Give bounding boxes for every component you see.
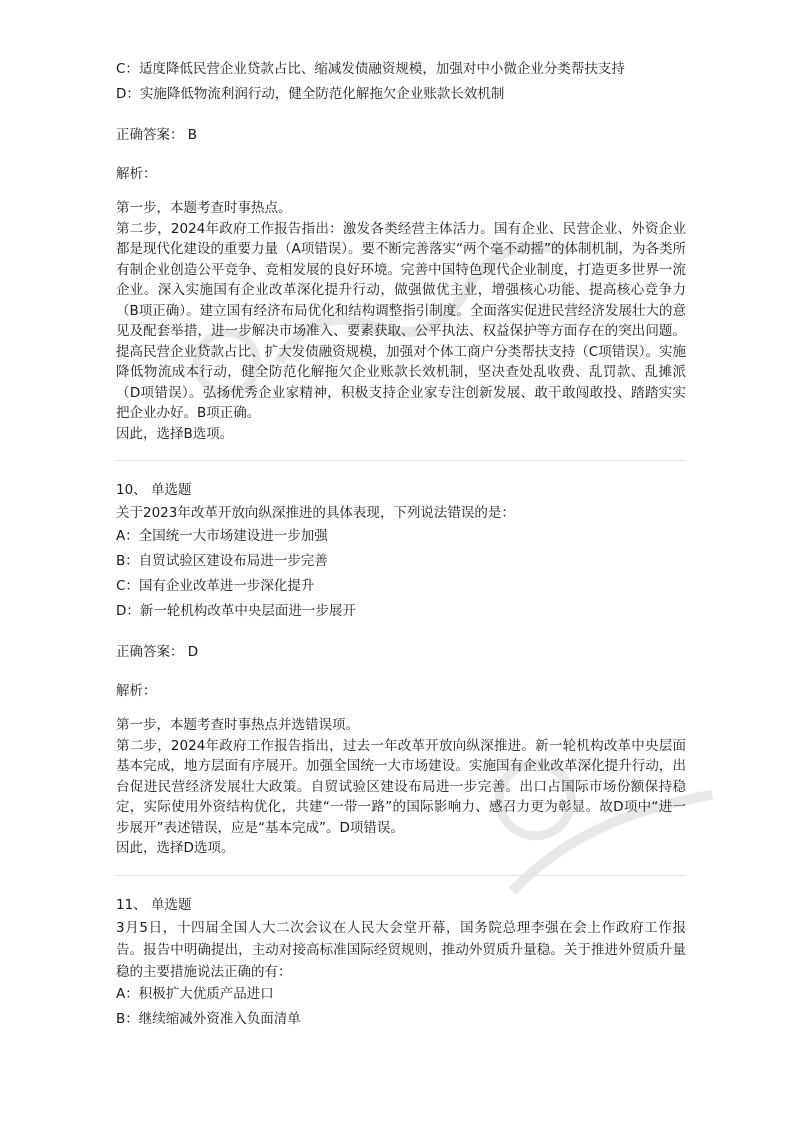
option-key: A： (116, 985, 139, 1002)
question-number: 10、 (116, 482, 147, 498)
option-key: C： (116, 578, 139, 594)
q10-answer (116, 641, 686, 664)
q11-stem: 3月5日，十四届全国人大二次会议在人民大会堂开幕，国务院总理李强在会上作政府工作报告。报告中明确提出，主动对接高标准国际经贸规则，推动外贸质升量稳。关于推进外贸质升量稳的主要措施说法正确的有： (116, 919, 686, 980)
q10-analysis-step2: 第二步，2024年政府工作报告指出，过去一年改革开放向纵深推进。新一轮机构改革中央层面基本完成，地方层面有序展开。加强全国统一大市场建设。实施国有企业改革深化提升行动，出台促进民营经济发展壮大政策。自贸试验区建设布局进一步完善。出口占国际市场份额保持稳定，实际使用外资结构优化，共建“一带一路”的国际影响力、感召力更为彰显。故D项中“进一步展开”表述错误，应是“基本完成”。D项错误。 (116, 737, 686, 836)
q10-analysis-conclusion: 因此，选择D选项。 (116, 840, 235, 856)
q11-option-b (116, 1008, 686, 1031)
option-text: 积极扩大优质产品进口 (138, 985, 274, 1002)
document-page (116, 58, 686, 1033)
q10-options (116, 525, 686, 623)
q9-analysis-label: 解析： (116, 166, 157, 182)
section-divider (116, 875, 686, 876)
q9-option-c (116, 58, 686, 81)
q11-option-a (116, 983, 686, 1006)
option-text: 自贸试验区建设布局进一步完善 (138, 553, 328, 569)
option-key: D： (116, 603, 140, 619)
section-divider (116, 460, 686, 461)
q11-header (116, 894, 686, 917)
q9-option-d (116, 83, 686, 106)
q10-option-d (116, 600, 686, 623)
answer-label: 正确答案： (116, 127, 184, 143)
question-number: 11、 (116, 896, 147, 913)
answer-value: B (187, 127, 198, 143)
option-key: D： (116, 86, 140, 102)
q11-options (116, 983, 686, 1031)
option-key: B： (116, 553, 139, 569)
answer-label: 正确答案： (116, 644, 184, 660)
q9-answer (116, 124, 686, 147)
option-text: 新一轮机构改革中央层面进一步展开 (139, 603, 356, 619)
question-type: 单选题 (150, 482, 192, 498)
option-text: 国有企业改革进一步深化提升 (138, 578, 315, 594)
q9-options (116, 58, 686, 106)
q10-header (116, 479, 686, 502)
answer-value: D (187, 644, 199, 660)
option-text: 实施降低物流利润行动，健全防范化解拖欠企业账款长效机制 (139, 86, 505, 102)
option-text: 继续缩减外资准入负面清单 (138, 1010, 301, 1027)
q10-option-a (116, 525, 686, 548)
option-text: 全国统一大市场建设进一步加强 (138, 528, 328, 544)
q10-option-c (116, 575, 686, 598)
question-type: 单选题 (150, 896, 192, 913)
option-key: C： (116, 61, 139, 77)
q10-option-b (116, 550, 686, 573)
option-key: A： (116, 528, 139, 544)
q9-analysis-step2: 第二步，2024年政府工作报告指出：激发各类经营主体活力。国有企业、民营企业、外资企业都是现代化建设的重要力量（A项错误）。要不断完善落实“两个毫不动摇”的体制机制，为各类所有制企业创造公平竞争、竞相发展的良好环境。完善中国特色现代企业制度，打造更多世界一流企业。深入实施国有企业改革深化提升行动，做强做优主业，增强核心功能、提高核心竞争力（B项正确）。建立国有经济布局优化和结构调整指引制度。全面落实促进民营经济发展壮大的意见及配套举措，进一步解决市场准入、要素获取、公平执法、权益保护等方面存在的突出问题。提高民营企业贷款占比、扩大发债融资规模，加强对个体工商户分类帮扶支持（C项错误）。实施降低物流成本行动，健全防范化解拖欠企业账款长效机制，坚决查处乱收费、乱罚款、乱摊派（D项错误）。弘扬优秀企业家精神，积极支持企业家专注创新发展、敢干敢闯敢投、踏踏实实把企业办好。B项正确。 (116, 220, 686, 421)
q9-analysis-conclusion: 因此，选择B选项。 (116, 425, 234, 442)
q10-stem: 关于2023年改革开放向纵深推进的具体表现，下列说法错误的是： (116, 505, 515, 521)
q10-analysis-step1: 第一步，本题考查时事热点并选错误项。 (116, 717, 359, 733)
option-key: B： (116, 1010, 139, 1027)
q9-analysis-step1: 第一步，本题考查时事热点。 (116, 200, 292, 216)
q10-analysis-label: 解析： (116, 683, 157, 699)
option-text: 适度降低民营企业贷款占比、缩减发债融资规模，加强对中小微企业分类帮扶支持 (138, 61, 625, 77)
